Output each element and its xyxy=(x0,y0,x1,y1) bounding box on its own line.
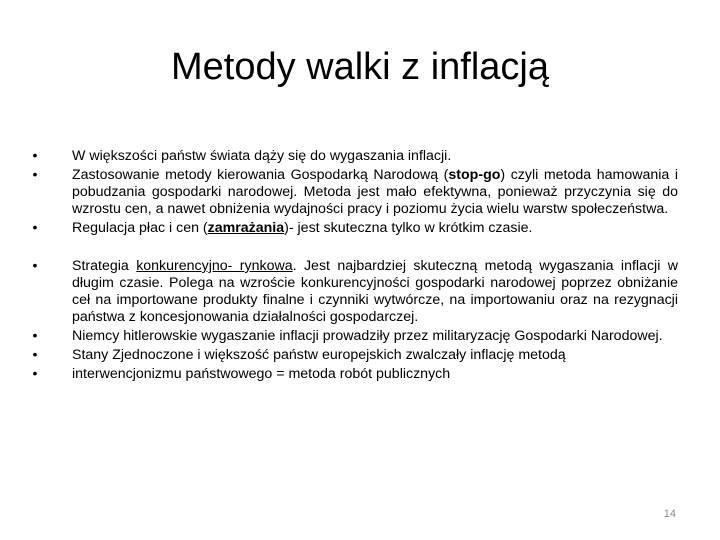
item-text: W większości państw świata dąży się do wygaszania inflacji. xyxy=(72,148,452,164)
slide-title: Metody walki z inflacją xyxy=(170,46,550,88)
page-number: 14 xyxy=(663,508,676,520)
list-item xyxy=(30,220,678,237)
list-item xyxy=(30,328,678,345)
item-text: Strategia xyxy=(72,258,137,274)
item-text: Niemcy hitlerowskie wygaszanie inflacji prowadziły przez militaryzację Gospodarki Narodowej. xyxy=(72,328,663,344)
bullet-list xyxy=(30,148,678,383)
item-text: ) czyli metoda hamowania i pobudzania gospodarki narodowej. Metoda jest mało efektywna, ponieważ przyczynia się do wzrostu cen, a nawet obniżenia wydajności pracy i poziomu życia wielu warstw społeczeństwa. xyxy=(72,167,679,217)
bullet-icon: • xyxy=(32,167,38,183)
list-item xyxy=(30,347,678,364)
list-item xyxy=(30,148,678,165)
bullet-icon: • xyxy=(32,328,38,344)
item-emphasis: stop-go xyxy=(448,167,501,183)
bullet-icon: • xyxy=(32,148,38,164)
list-item xyxy=(30,258,678,326)
bullet-icon: • xyxy=(32,347,38,363)
item-emphasis: zamrażania xyxy=(207,220,285,236)
bullet-icon: • xyxy=(32,258,38,274)
item-text: Regulacja płac i cen ( xyxy=(72,220,208,236)
bullet-icon: • xyxy=(32,366,38,382)
item-text: . Jest najbardziej skuteczną metodą wygaszania inflacji w długim czasie. Polega na wzroście konkurencyjności gospodarki narodowej poprzez obniżanie ceł na importowane produkty finalne i czynniki wytwórcze, na importowaniu oraz na rezygnacji państwa z koncesjonowania działalności gospodarczej. xyxy=(72,258,678,325)
list-item xyxy=(30,366,678,383)
list-item xyxy=(30,167,678,218)
item-text: interwencjonizmu państwowego = metoda robót publicznych xyxy=(72,366,451,382)
item-text: )- jest skuteczna tylko w krótkim czasie. xyxy=(284,220,533,236)
item-text: Zastosowanie metody kierowania Gospodarką Narodową ( xyxy=(72,167,449,183)
item-text: Stany Zjednoczone i większość państw europejskich zwalczały inflację metodą xyxy=(72,347,566,363)
bullet-icon: • xyxy=(32,220,38,236)
item-emphasis: konkurencyjno- rynkowa xyxy=(136,258,293,274)
